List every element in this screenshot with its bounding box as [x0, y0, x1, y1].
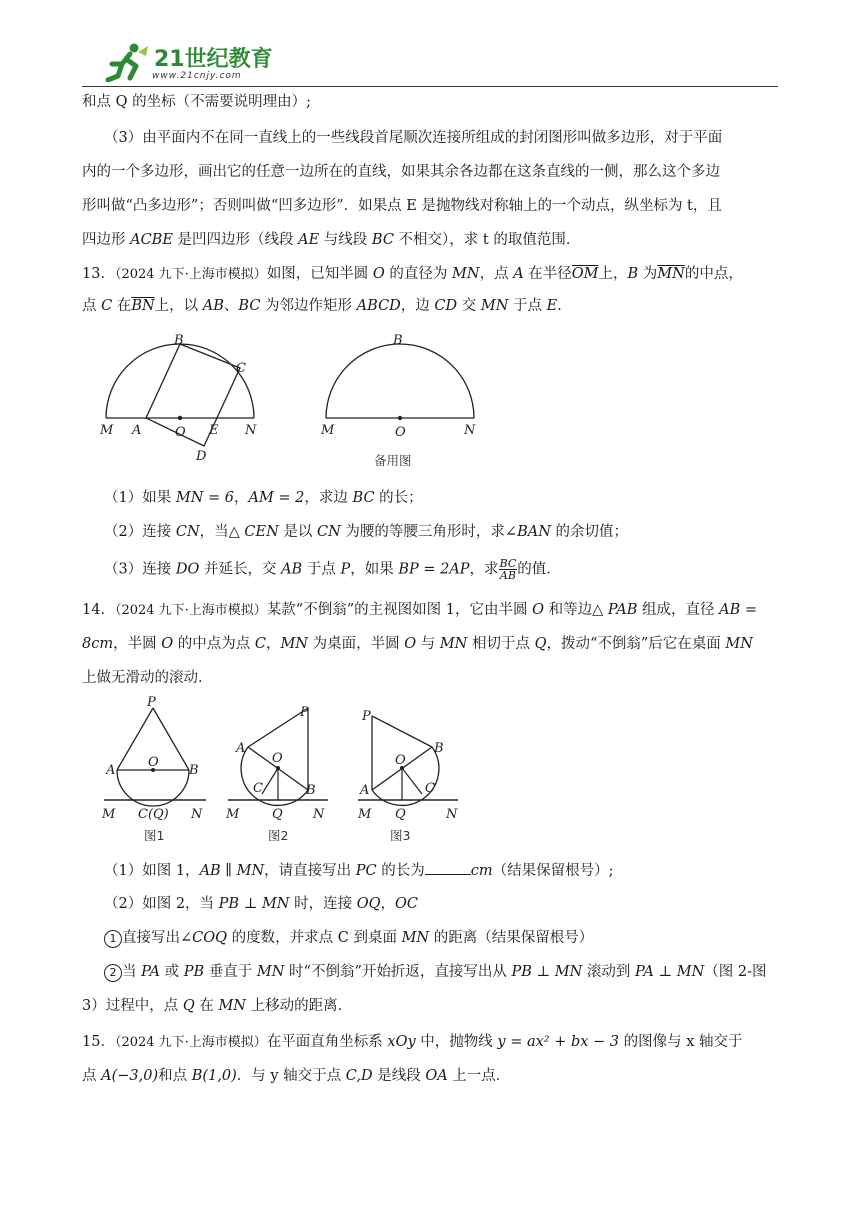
svg-text:图1: 图1	[144, 828, 165, 843]
svg-text:N: N	[313, 807, 325, 822]
question-14-line: 上做无滑动的滚动．	[82, 670, 213, 686]
svg-text:P: P	[300, 705, 309, 720]
fraction-bc-ab: $\frac{BC}{AB}$	[499, 557, 517, 582]
svg-text:N: N	[245, 423, 257, 438]
question-13-part-3: （3）连接 DO 并延长，交 AB 于点 P，如果 BP = 2AP，求 $\frac{BC}{AB}$ 的值．	[104, 557, 561, 582]
svg-text:A: A	[132, 423, 142, 438]
question-14-line: 3）过程中，点 Q 在 MN 上移动的距离．	[82, 998, 353, 1014]
question-13-line: 13．（2024 九下·上海市模拟）如图，已知半圆 O 的直径为 MN，点 A 在半径$\overline{OM}$上，B 为$\overline{MN}$的中点，	[82, 266, 743, 282]
question-14-part-1: （1）如图 1，AB ∥ MN，请直接写出 PC 的长为 cm（结果保留根号）;	[104, 860, 613, 881]
text-line: （3）由平面内不在同一直线上的一些线段首尾顺次连接所组成的封闭图形叫做多边形，对于平面	[104, 130, 723, 146]
svg-text:M: M	[358, 807, 372, 822]
svg-text:P: P	[147, 695, 156, 710]
question-13-part-2: （2）连接 CN，当△ CEN 是以 CN 为腰的等腰三角形时，求∠BAN 的余切值；	[104, 524, 628, 540]
text-line: 形叫做“凸多边形”；否则叫做“凹多边形”．如果点 E 是抛物线对称轴上的一个动点，纵坐标为 t，且	[82, 198, 722, 214]
svg-text:A: A	[360, 783, 370, 798]
runner-logo-icon	[104, 42, 150, 82]
svg-text:D: D	[196, 449, 207, 464]
question-14-line: 8cm，半圆 O 的中点为点 C，MN 为桌面，半圆 O 与 MN 相切于点 Q，拨动“不倒翁”后它在桌面 MN	[82, 636, 753, 652]
text-line: 四边形 ACBE 是凹四边形（线段 AE 与线段 BC 不相交），求 t 的取值范围．	[82, 232, 581, 248]
circled-number-icon: 2	[104, 964, 122, 982]
svg-text:C: C	[253, 781, 263, 796]
svg-text:B: B	[174, 333, 184, 348]
svg-text:N: N	[191, 807, 203, 822]
svg-text:O: O	[395, 425, 406, 440]
question-14-line: 14．（2024 九下·上海市模拟）某款“不倒翁”的主视图如图 1，它由半圆 O 和等边△ PAB 组成，直径 AB =	[82, 602, 758, 618]
question-13-line: 点 C 在$\overline{BN}$上，以 AB、BC 为邻边作矩形 ABCD，边 CD 交 MN 于点 E．	[82, 298, 572, 314]
question-14-part-2: （2）如图 2，当 PB ⊥ MN 时，连接 OQ，OC	[104, 896, 418, 912]
svg-text:B: B	[393, 333, 403, 348]
svg-text:E: E	[209, 423, 219, 438]
svg-text:O: O	[175, 425, 186, 440]
svg-text:图3: 图3	[390, 828, 411, 843]
svg-text:B: B	[434, 741, 444, 756]
svg-text:C: C	[236, 361, 246, 376]
circled-number-icon: 1	[104, 930, 122, 948]
text-line: 内的一个多边形，画出它的任意一边所在的直线，如果其余各边都在这条直线的一侧，那么这个多边	[82, 164, 720, 180]
svg-text:O: O	[395, 753, 406, 768]
question-14-subpart-1: 1 直接写出∠COQ 的度数，并求点 C 到桌面 MN 的距离（结果保留根号）	[104, 928, 593, 948]
figure-caption: 备用图	[374, 453, 412, 468]
svg-text:Q: Q	[272, 807, 283, 822]
q14-figures	[96, 694, 466, 846]
svg-text:P: P	[362, 709, 371, 724]
svg-text:Q: Q	[395, 807, 406, 822]
svg-text:B: B	[189, 763, 199, 778]
question-13-part-1: （1）如果 MN = 6，AM = 2，求边 BC 的长；	[104, 490, 423, 506]
svg-text:N: N	[464, 423, 476, 438]
svg-text:图2: 图2	[268, 828, 289, 843]
svg-text:M: M	[100, 423, 114, 438]
svg-text:N: N	[446, 807, 458, 822]
answer-blank	[425, 860, 471, 875]
question-15-line: 点 A(−3,0)和点 B(1,0)．与 y 轴交于点 C,D 是线段 OA 上一点．	[82, 1068, 511, 1084]
svg-text:O: O	[148, 755, 159, 770]
svg-text:C: C	[425, 781, 435, 796]
q13-figures	[96, 330, 496, 476]
logo-subtext: www.21cnjy.com	[152, 71, 242, 81]
svg-text:C(Q): C(Q)	[138, 807, 169, 822]
text-line: 和点 Q 的坐标（不需要说明理由）;	[82, 94, 311, 110]
page-header	[82, 38, 778, 86]
svg-text:M: M	[321, 423, 335, 438]
header-divider	[82, 86, 778, 87]
question-14-subpart-2: 2 当 PA 或 PB 垂直于 MN 时“不倒翁”开始折返，直接写出从 PB ⊥ MN 滚动到 PA ⊥ MN（图 2-图	[104, 962, 767, 982]
svg-text:A: A	[106, 763, 116, 778]
svg-text:O: O	[272, 751, 283, 766]
svg-text:M: M	[102, 807, 116, 822]
svg-text:A: A	[236, 741, 246, 756]
question-15-line: 15．（2024 九下·上海市模拟）在平面直角坐标系 xOy 中，抛物线 y = ax² + bx − 3 的图像与 x 轴交于	[82, 1034, 743, 1050]
svg-text:B: B	[306, 783, 316, 798]
logo-text: 21世纪教育	[154, 47, 273, 72]
svg-text:M: M	[226, 807, 240, 822]
